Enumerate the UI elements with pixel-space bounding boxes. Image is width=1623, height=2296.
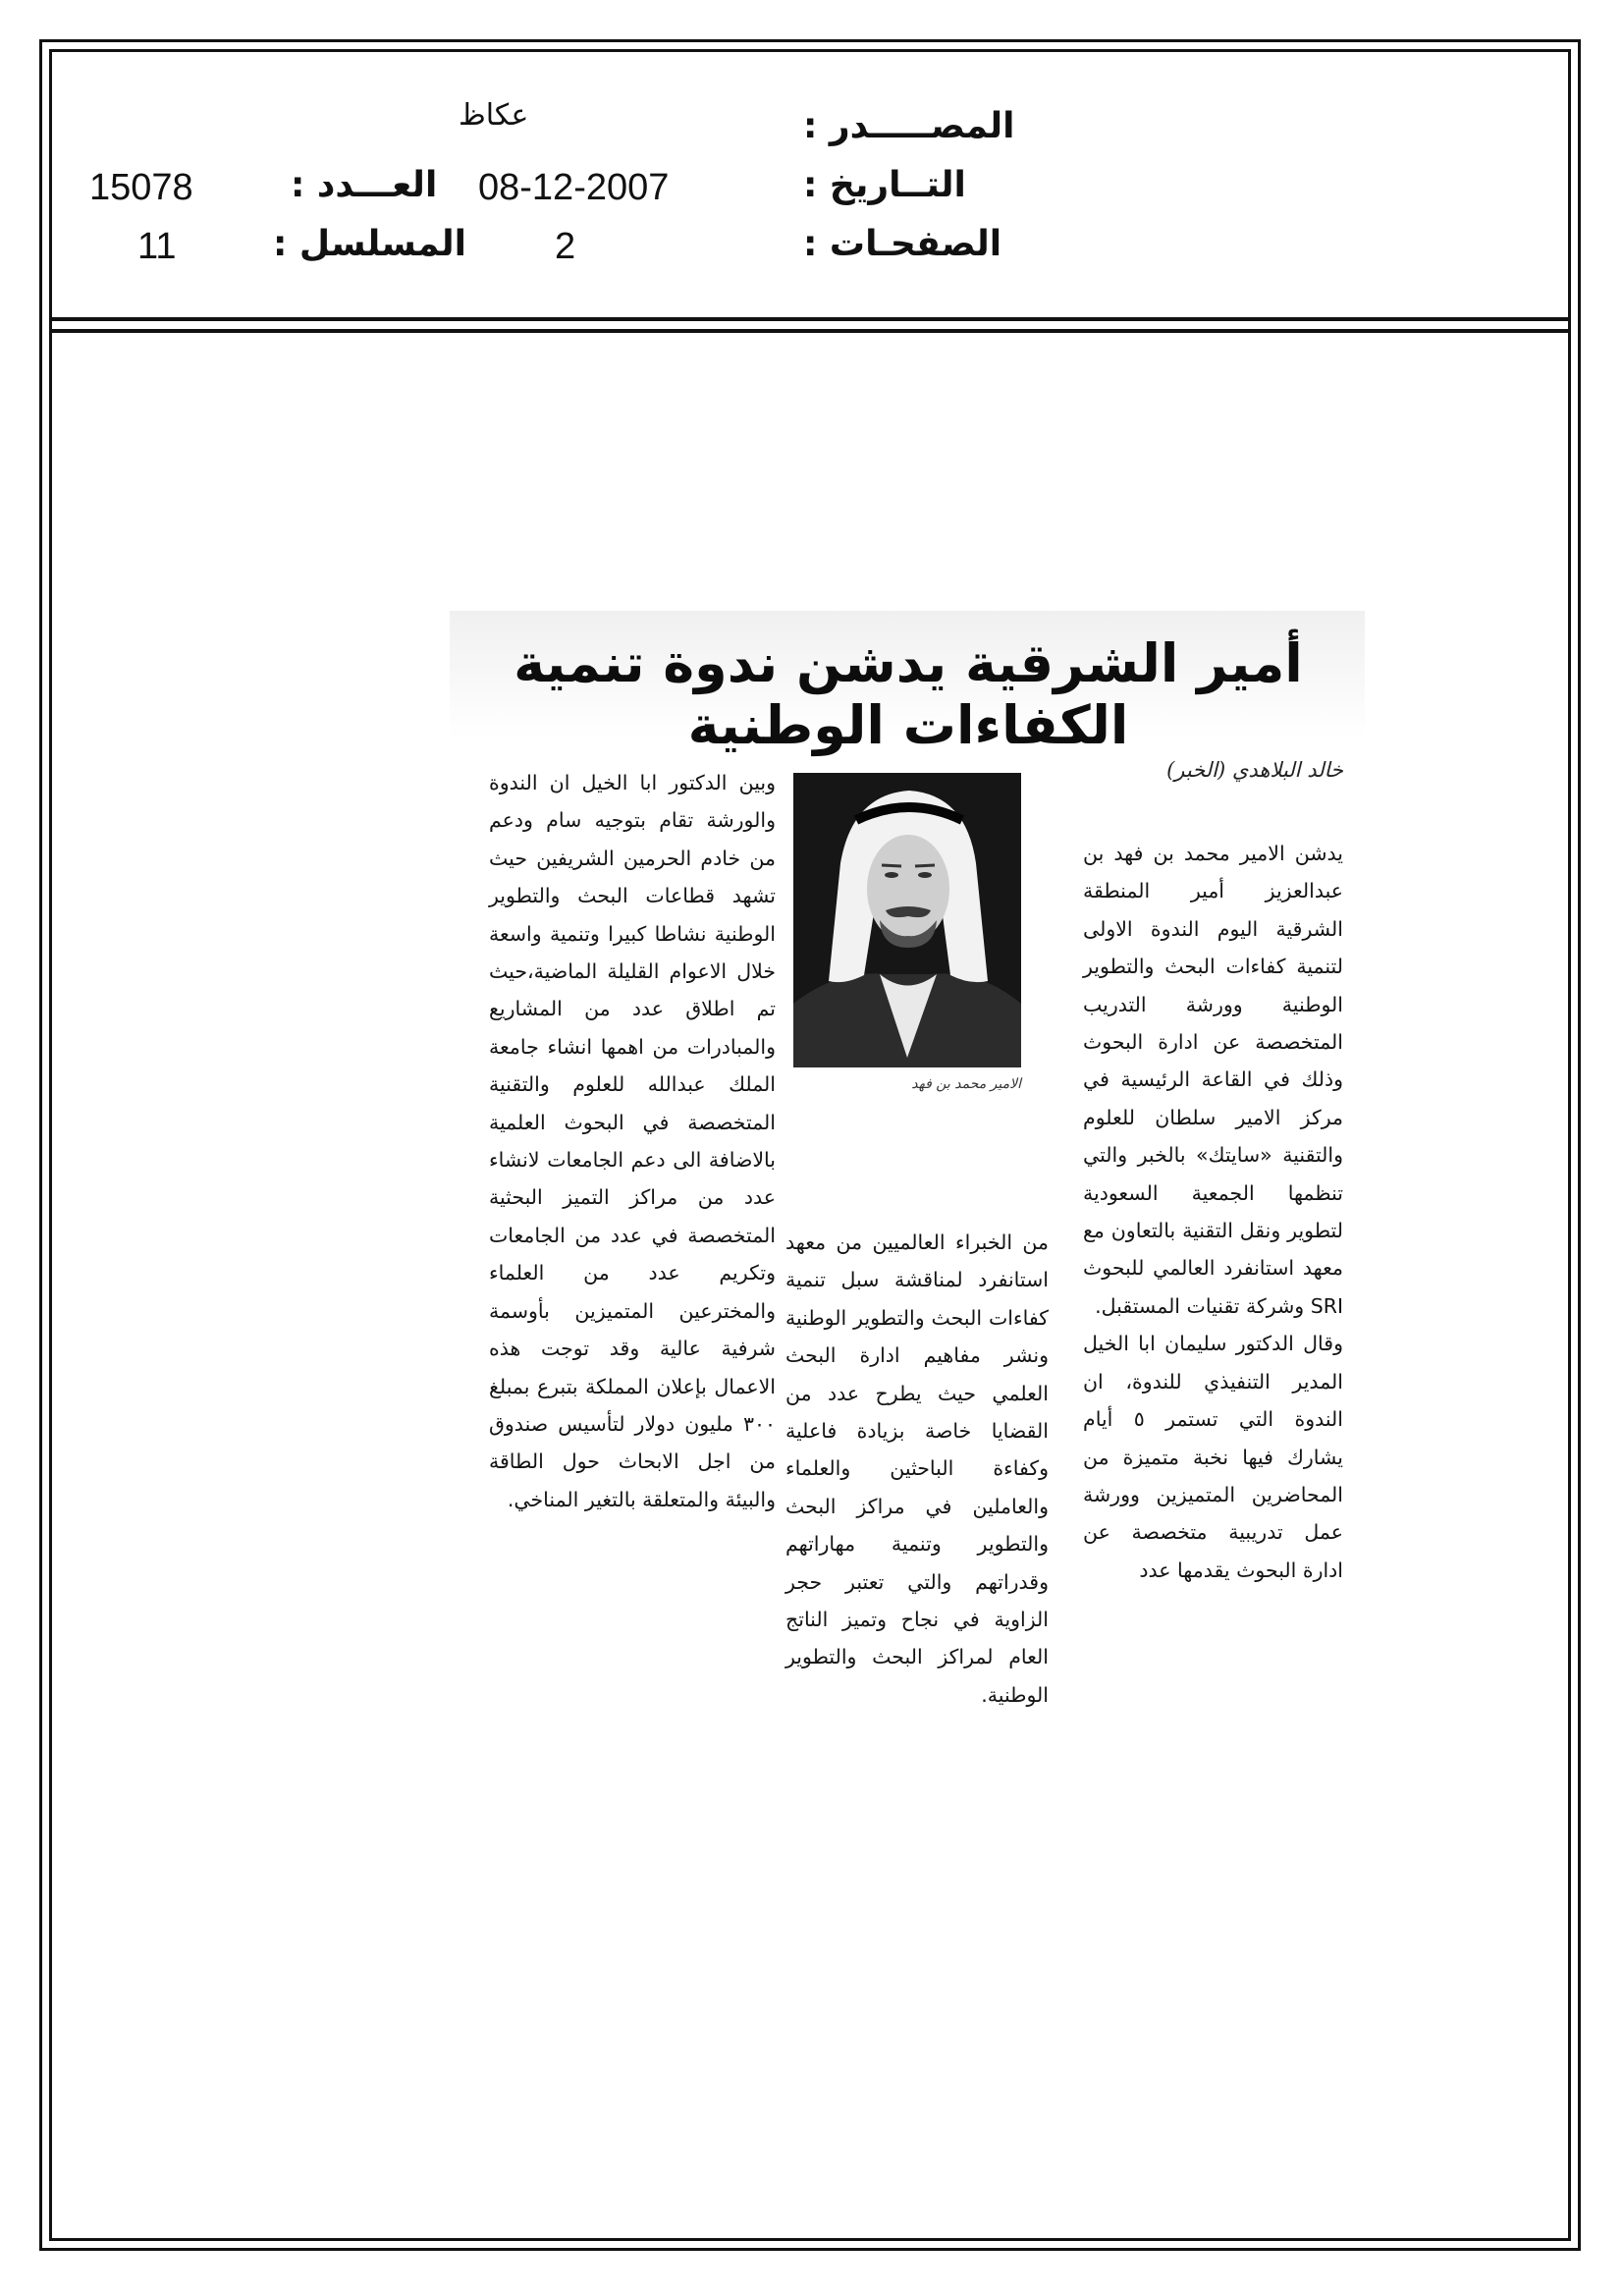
article-byline: خالد البلاهدي (الخبر): [1166, 758, 1343, 782]
date-value: 08-12-2007: [478, 167, 670, 208]
issue-label: العـــدد :: [291, 165, 438, 205]
pages-value: 2: [555, 226, 576, 267]
date-label: التــاريخ :: [803, 165, 966, 205]
pages-label: الصفحـات :: [803, 224, 1002, 264]
serial-label: المسلسل :: [273, 224, 467, 264]
issue-value: 15078: [89, 167, 193, 208]
header-divider: [49, 317, 1571, 321]
article-column-left: [489, 764, 776, 1518]
header-divider-secondary: [49, 329, 1571, 333]
article-paragraph: وبين الدكتور ابا الخيل ان الندوة والورشة تقام بتوجيه سام ودعم من خادم الحرمين الشريفين حيث تشهد قطاعات البحث والتطوير الوطنية نشاطا كبيرا وتنمية واسعة خلال الاعوام القليلة الماضية،حيث تم اطلاق عدد من المشاريع والمبادرات من اهمها انشاء جامعة الملك عبدالله للعلوم والتقنية المتخصصة في البحوث العلمية بالاضافة الى دعم الجامعات لانشاء عدد من مراكز التميز البحثية المتخصصة في عدد من الجامعات وتكريم عدد من العلماء والمخترعين المتميزين بأوسمة شرفية عالية وقد توجت هذه الاعمال بإعلان المملكة بتبرع بمبلغ ٣٠٠ مليون دولار لتأسيس صندوق من اجل الابحاث حول الطاقة والبيئة والمتعلقة بالتغير المناخي.: [489, 771, 776, 1511]
serial-value: 11: [137, 226, 177, 267]
photo-caption: الامير محمد بن فهد: [911, 1076, 1021, 1092]
article-paragraph: من الخبراء العالميين من معهد استانفرد لمناقشة سبل تنمية كفاءات البحث والتطوير الوطنية ونشر مفاهيم ادارة البحث العلمي حيث يطرح عدد من القضايا خاصة بزيادة فاعلية وكفاءة الباحثين والعلماء والعاملين في مراكز البحث والتطوير وتنمية مهاراتهم وقدراتهم والتي تعتبر حجر الزاوية في نجاح وتميز الناتج العام لمراكز البحث والتطوير الوطنية.: [785, 1230, 1049, 1707]
source-label: المصـــــدر :: [803, 106, 1015, 146]
article-column-right: [1083, 835, 1343, 1589]
article-headline: أمير الشرقية يدشن ندوة تنمية الكفاءات الوطنية: [514, 632, 1303, 756]
source-value: عكاظ: [459, 98, 529, 133]
article-column-middle: [785, 1224, 1049, 1714]
portrait-photo: [793, 773, 1021, 1067]
portrait-image: [793, 773, 1021, 1067]
article-paragraph: يدشن الامير محمد بن فهد بن عبدالعزيز أمير المنطقة الشرقية اليوم الندوة الاولى لتنمية كفاءات البحث والتطوير الوطنية وورشة التدريب المتخصصة عن ادارة البحوث وذلك في القاعة الرئيسية في مركز الامير سلطان للعلوم والتقنية «سايتك» بالخبر والتي تنظمها الجمعية السعودية لتطوير ونقل التقنية بالتعاون مع معهد استانفرد العالمي للبحوث SRI وشركة تقنيات المستقبل.: [1083, 842, 1343, 1318]
article-paragraph: وقال الدكتور سليمان ابا الخيل المدير التنفيذي للندوة، ان الندوة التي تستمر ٥ أيام يشارك فيها نخبة متميزة من المحاضرين المتميزين وورشة عمل تدريبية متخصصة عن ادارة البحوث يقدمها عدد: [1083, 1332, 1343, 1582]
newspaper-clipping: [450, 611, 1365, 1752]
